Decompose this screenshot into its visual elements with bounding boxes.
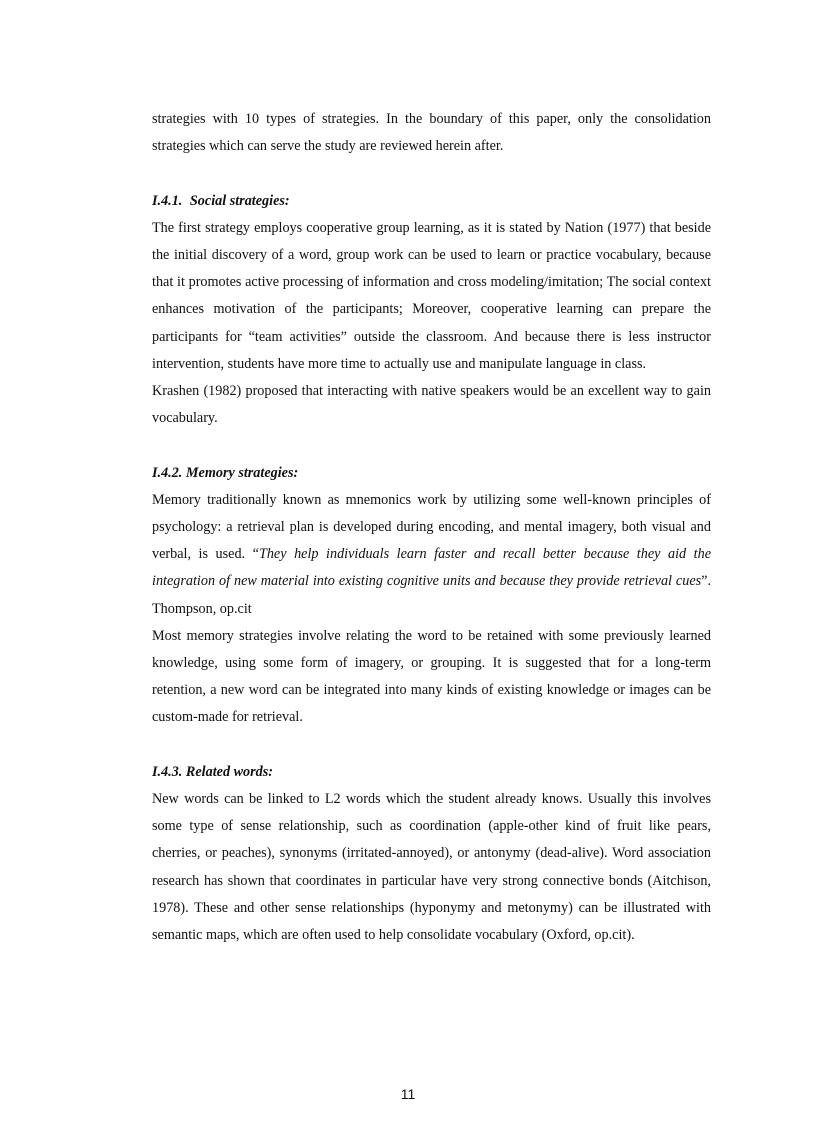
section-title: Social strategies: bbox=[189, 192, 290, 209]
section-number: I.4.1. bbox=[152, 192, 183, 209]
section-number: I.4.2. bbox=[152, 464, 183, 481]
section-heading-memory-strategies bbox=[152, 460, 711, 487]
section-number: I.4.3. bbox=[152, 763, 183, 780]
memory-strategies-paragraph-2: Most memory strategies involve relating the word to be retained with some previously learned knowledge, using some form of imagery, or grouping. It is suggested that for a long-term retention, a new word can be integrated into many kinds of existing knowledge or images can be custom-made for retrieval. bbox=[152, 627, 711, 726]
document-body bbox=[152, 106, 711, 949]
section-title: Memory strategies: bbox=[185, 464, 299, 481]
thompson-quote: They help individuals learn faster and recall better because they aid the integration of new material into existing cognitive units and because they provide retrieval cues bbox=[152, 546, 711, 590]
memory-paragraph-lead: Memory traditionally known as mnemonics work by utilizing some well-known principles of psychology: a retrieval plan is developed during encoding, and mental imagery, both visual and verbal, is used. “ bbox=[152, 491, 711, 563]
social-strategies-paragraph-2: Krashen (1982) proposed that interacting with native speakers would be an excellent way to gain vocabulary. bbox=[152, 383, 711, 427]
social-strategies-paragraph-1: The first strategy employs cooperative group learning, as it is stated by Nation (1977) that beside the initial discovery of a word, group work can be used to learn or practice vocabulary, because that it promotes active processing of information and cross modeling/imitation; The social context enhances motivation of the participants; Moreover, cooperative learning can prepare the participants for “team activities” outside the classroom. And because there is less instructor intervention, students have more time to actually use and manipulate language in class. bbox=[152, 219, 711, 372]
memory-paragraph-citation: ”. Thompson, op.cit bbox=[152, 573, 711, 617]
memory-strategies-paragraph-1 bbox=[152, 487, 711, 623]
section-heading-related-words bbox=[152, 759, 711, 786]
section-heading-social-strategies bbox=[152, 188, 711, 215]
section-title: Related words: bbox=[185, 763, 273, 780]
related-words-paragraph: New words can be linked to L2 words which the student already knows. Usually this involves some type of sense relationship, such as coordination (apple-other kind of fruit like pears, cherries, or peaches), synonyms (irritated-annoyed), or antonymy (dead-alive). Word association research has shown that coordinates in particular have very strong connective bonds (Aitchison, 1978). These and other sense relationships (hyponymy and metonymy) can be illustrated with semantic maps, which are often used to help consolidate vocabulary (Oxford, op.cit). bbox=[152, 791, 711, 944]
page-number: 11 bbox=[400, 1086, 416, 1102]
intro-paragraph: strategies with 10 types of strategies. In the boundary of this paper, only the consolidation strategies which can serve the study are reviewed herein after. bbox=[152, 111, 711, 155]
